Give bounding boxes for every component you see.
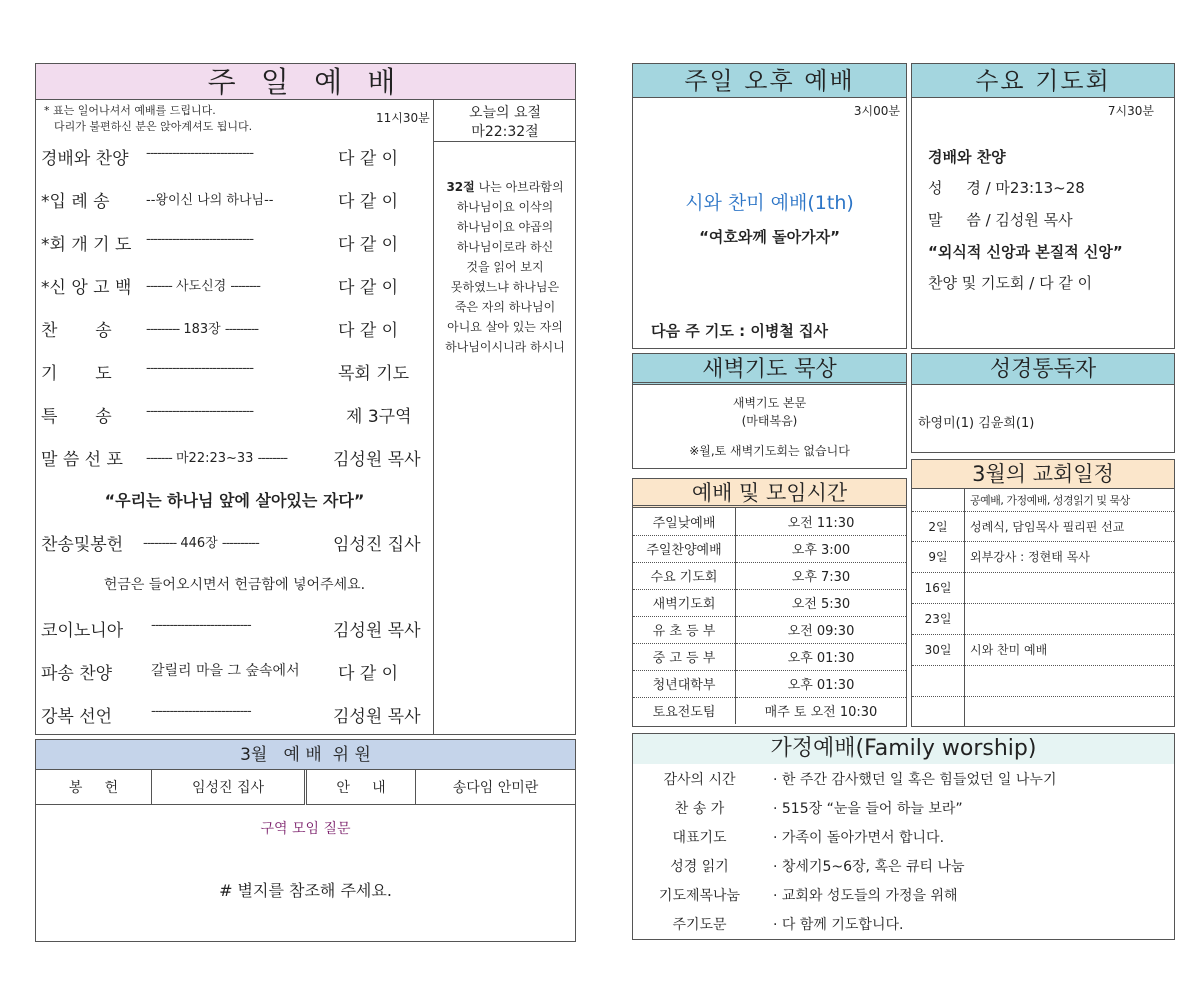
- table-row: [912, 511, 1174, 541]
- sit-note: 다리가 불편하신 분은 앉아계셔도 됩니다.: [54, 120, 253, 133]
- order-label: 기 도: [41, 364, 112, 384]
- table-row: [633, 508, 906, 535]
- order-label: 찬송및봉헌: [41, 535, 124, 555]
- calendar-table: [912, 489, 1174, 727]
- time-name: 청년대학부: [633, 670, 736, 697]
- verse-divider: [434, 141, 576, 142]
- order-right: 다 같 이: [338, 235, 399, 255]
- family-worship-panel: [632, 733, 1175, 940]
- order-item: [41, 445, 431, 470]
- order-right: 김성원 목사: [333, 450, 421, 470]
- order-item: [41, 144, 431, 169]
- committee-cell: 임성진 집사: [152, 770, 306, 805]
- time-value: 오전 5:30: [791, 597, 851, 612]
- order-item: [41, 359, 431, 384]
- time-value: 오전 09:30: [787, 624, 855, 639]
- order-item: [41, 659, 431, 684]
- verse-number: 32절: [446, 180, 475, 194]
- verse-line: 나는 아브라함의: [478, 180, 564, 194]
- verse-heading: 오늘의 요절: [468, 105, 542, 121]
- calendar-day: 9일: [912, 541, 965, 572]
- meeting-times-panel: [632, 478, 907, 727]
- order-label: 코이노니아: [41, 621, 124, 641]
- time-value: 오후 01:30: [787, 678, 855, 693]
- order-label: 경배와 찬양: [41, 149, 129, 169]
- church-calendar-panel: [911, 459, 1175, 727]
- calendar-event: 성례식, 담임목사 필리핀 선교: [970, 519, 1125, 534]
- order-dashes: ---------------------------: [151, 704, 251, 719]
- committee-cell: 안 내: [306, 770, 416, 805]
- order-right: 다 같 이: [338, 321, 399, 341]
- readers-title: 성경통독자: [912, 354, 1174, 385]
- time-name: 새벽기도회: [633, 589, 736, 616]
- family-label: 감사의 시간: [663, 772, 736, 788]
- bible-readers-panel: [911, 353, 1175, 453]
- order-mid: --------- 446장 ----------: [143, 536, 259, 551]
- wednesday-time: 7시30분: [1107, 104, 1154, 118]
- wednesday-line: 성 경 / 마23:13~28: [928, 179, 1085, 197]
- calendar-day: [912, 665, 965, 696]
- order-mid: ------- 마22:23~33 --------: [146, 451, 288, 466]
- time-name: 수요 기도회: [633, 562, 736, 589]
- committee-cell: 송다임 안미란: [452, 780, 539, 796]
- worship-committee-panel: [35, 739, 576, 942]
- verse-line: 것을 읽어 보지: [466, 260, 544, 274]
- family-text: · 다 함께 기도합니다.: [773, 917, 904, 933]
- calendar-event: [965, 572, 1175, 603]
- time-name: 중 고 등 부: [633, 643, 736, 670]
- time-value: 오후 01:30: [787, 651, 855, 666]
- time-name: 토요전도팀: [633, 697, 736, 724]
- verse-line: 죽은 자의 하나님이: [454, 300, 556, 314]
- order-label: 찬 송: [41, 321, 112, 341]
- table-row: [633, 562, 906, 589]
- order-dashes: -----------------------------: [146, 146, 254, 161]
- order-right: 임성진 집사: [333, 535, 421, 555]
- calendar-day: 30일: [912, 634, 965, 665]
- order-right: 다 같 이: [338, 149, 399, 169]
- dawn-line: ※월,토 새벽기도회는 없습니다: [689, 444, 850, 458]
- calendar-title: 3월의 교회일정: [912, 460, 1174, 489]
- dawn-line: 새벽기도 본문: [732, 396, 807, 410]
- calendar-event: [965, 665, 1175, 696]
- family-label: 성경 읽기: [670, 859, 729, 875]
- table-row: [633, 643, 906, 670]
- order-item: [41, 230, 431, 255]
- sunday-worship-title: 주 일 예 배: [36, 64, 575, 100]
- order-right: 다 같 이: [338, 664, 399, 684]
- order-mid: --------- 183장 ---------: [146, 322, 259, 337]
- family-text: · 창세기5~6장, 혹은 큐티 나눔: [773, 859, 965, 875]
- order-dashes: -----------------------------: [146, 361, 254, 376]
- calendar-day: 23일: [912, 603, 965, 634]
- times-table: [633, 508, 906, 724]
- order-label: 말 씀 선 포: [41, 450, 123, 470]
- order-dashes: -----------------------------: [146, 232, 254, 247]
- table-row: [912, 603, 1174, 634]
- order-right: 다 같 이: [338, 192, 399, 212]
- committee-cell: 봉 헌: [36, 770, 152, 805]
- table-row: [633, 589, 906, 616]
- committee-table: [36, 770, 575, 805]
- wednesday-line: “외식적 신앙과 본질적 신앙”: [928, 243, 1123, 261]
- family-label: 기도제목나눔: [658, 888, 741, 904]
- stand-note: * 표는 일어나셔서 예배를 드립니다.: [44, 104, 216, 117]
- wednesday-prayer-panel: [911, 63, 1175, 349]
- order-label: 파송 찬양: [41, 664, 113, 684]
- order-item: [41, 187, 431, 212]
- afternoon-title: 주일 오후 예배: [633, 64, 906, 98]
- calendar-day: 2일: [912, 511, 965, 541]
- verse-ref: 마22:32절: [471, 124, 539, 140]
- sunday-time: 11시30분: [376, 111, 430, 125]
- order-label: 강복 선언: [41, 707, 113, 727]
- calendar-event: [965, 696, 1175, 727]
- order-right: 제 3구역: [346, 407, 412, 427]
- order-item: [41, 530, 431, 555]
- readers-names: 하영미(1) 김윤희(1): [918, 416, 1035, 431]
- time-value: 오후 3:00: [791, 543, 851, 558]
- order-item: [41, 702, 431, 727]
- dawn-title: 새벽기도 묵상: [633, 354, 906, 385]
- wednesday-line: 말 씀 / 김성원 목사: [928, 211, 1073, 229]
- sunday-worship-panel: [35, 63, 576, 735]
- calendar-day: 16일: [912, 572, 965, 603]
- calendar-day: [912, 489, 965, 511]
- table-row: [912, 634, 1174, 665]
- times-title: 예배 및 모임시간: [633, 479, 906, 508]
- time-name: 주일낮예배: [633, 508, 736, 535]
- table-row: [912, 489, 1174, 511]
- order-item: [41, 273, 431, 298]
- order-dashes: -----------------------------: [146, 404, 254, 419]
- family-text: · 교회와 성도들의 가정을 위해: [773, 888, 958, 904]
- order-right: 김성원 목사: [333, 707, 421, 727]
- order-label: 특 송: [41, 407, 112, 427]
- time-value: 매주 토 오전 10:30: [764, 705, 878, 721]
- table-row: [912, 665, 1174, 696]
- order-dashes: ---------------------------: [151, 618, 251, 633]
- afternoon-worship-panel: [632, 63, 907, 349]
- calendar-event: 외부강사 : 정현태 목사: [970, 550, 1090, 564]
- verse-line: 하나님이로라 하신: [456, 240, 554, 254]
- order-mid: ------- 사도신경 --------: [146, 279, 260, 294]
- table-row: [633, 535, 906, 562]
- sermon-title: “우리는 하나님 앞에 살아있는 자다”: [104, 491, 365, 510]
- verse-line: 하나님이요 이삭의: [456, 200, 554, 214]
- family-title: 가정예배(Family worship): [633, 734, 1174, 764]
- calendar-day: [912, 696, 965, 727]
- time-name: 주일찬양예배: [633, 535, 736, 562]
- verse-line: 하나님이요 야곱의: [456, 220, 554, 234]
- order-item: [41, 402, 431, 427]
- verse-text: [434, 177, 576, 357]
- family-text: · 가족이 돌아가면서 합니다.: [773, 830, 945, 846]
- time-name: 유 초 등 부: [633, 616, 736, 643]
- family-label: 주기도문: [672, 917, 727, 933]
- wednesday-line: 찬양 및 기도회 / 다 같 이: [928, 274, 1093, 292]
- calendar-event: 시와 찬미 예배: [970, 643, 1048, 657]
- group-note: # 별지를 참조해 주세요.: [219, 881, 392, 900]
- order-right: 목회 기도: [338, 364, 410, 384]
- verse-line: 못하였느냐 하나님은: [450, 280, 560, 294]
- wednesday-line: 경배와 찬양: [928, 148, 1006, 166]
- order-item: [41, 616, 431, 641]
- time-value: 오전 11:30: [787, 515, 855, 531]
- afternoon-service: 시와 찬미 예배(1th): [685, 192, 854, 214]
- dawn-prayer-panel: [632, 353, 907, 469]
- order-label: *입 례 송: [41, 192, 110, 212]
- calendar-event: 공예배, 가정예배, 성경읽기 및 묵상: [970, 493, 1130, 507]
- order-item: [41, 316, 431, 341]
- order-label: *신 앙 고 백: [41, 278, 132, 298]
- order-mid: 갈릴리 마을 그 숲속에서: [151, 663, 300, 679]
- table-row: [912, 541, 1174, 572]
- wednesday-title: 수요 기도회: [912, 64, 1174, 98]
- group-question: 구역 모임 질문: [260, 821, 351, 837]
- table-row: [912, 572, 1174, 603]
- family-label: 찬 송 가: [674, 801, 725, 817]
- family-text: · 515장 “눈을 들어 하늘 보라”: [773, 801, 963, 817]
- verse-line: 아니요 살아 있는 자의: [447, 320, 563, 334]
- afternoon-quote: “여호와께 돌아가자”: [699, 228, 840, 246]
- calendar-event: [965, 603, 1175, 634]
- order-right: 다 같 이: [338, 278, 399, 298]
- table-row: [633, 670, 906, 697]
- afternoon-time: 3시00분: [853, 104, 900, 118]
- next-prayer: 다음 주 기도 : 이병철 집사: [651, 322, 829, 340]
- table-row: [633, 697, 906, 724]
- committee-title: 3월 예 배 위 원: [36, 740, 575, 770]
- verse-line: 하나님이시니라 하시니: [445, 340, 565, 354]
- order-right: 김성원 목사: [333, 621, 421, 641]
- order-mid: --왕이신 나의 하나님--: [146, 193, 274, 208]
- table-row: [912, 696, 1174, 727]
- time-value: 오후 7:30: [791, 570, 851, 585]
- family-label: 대표기도: [672, 830, 727, 846]
- family-text: · 한 주간 감사했던 일 혹은 힘들었던 일 나누기: [773, 772, 1057, 788]
- table-row: [633, 616, 906, 643]
- dawn-line: (마태복음): [741, 414, 798, 428]
- order-label: *회 개 기 도: [41, 235, 132, 255]
- offering-note: 헌금은 들어오시면서 헌금함에 넣어주세요.: [103, 577, 366, 593]
